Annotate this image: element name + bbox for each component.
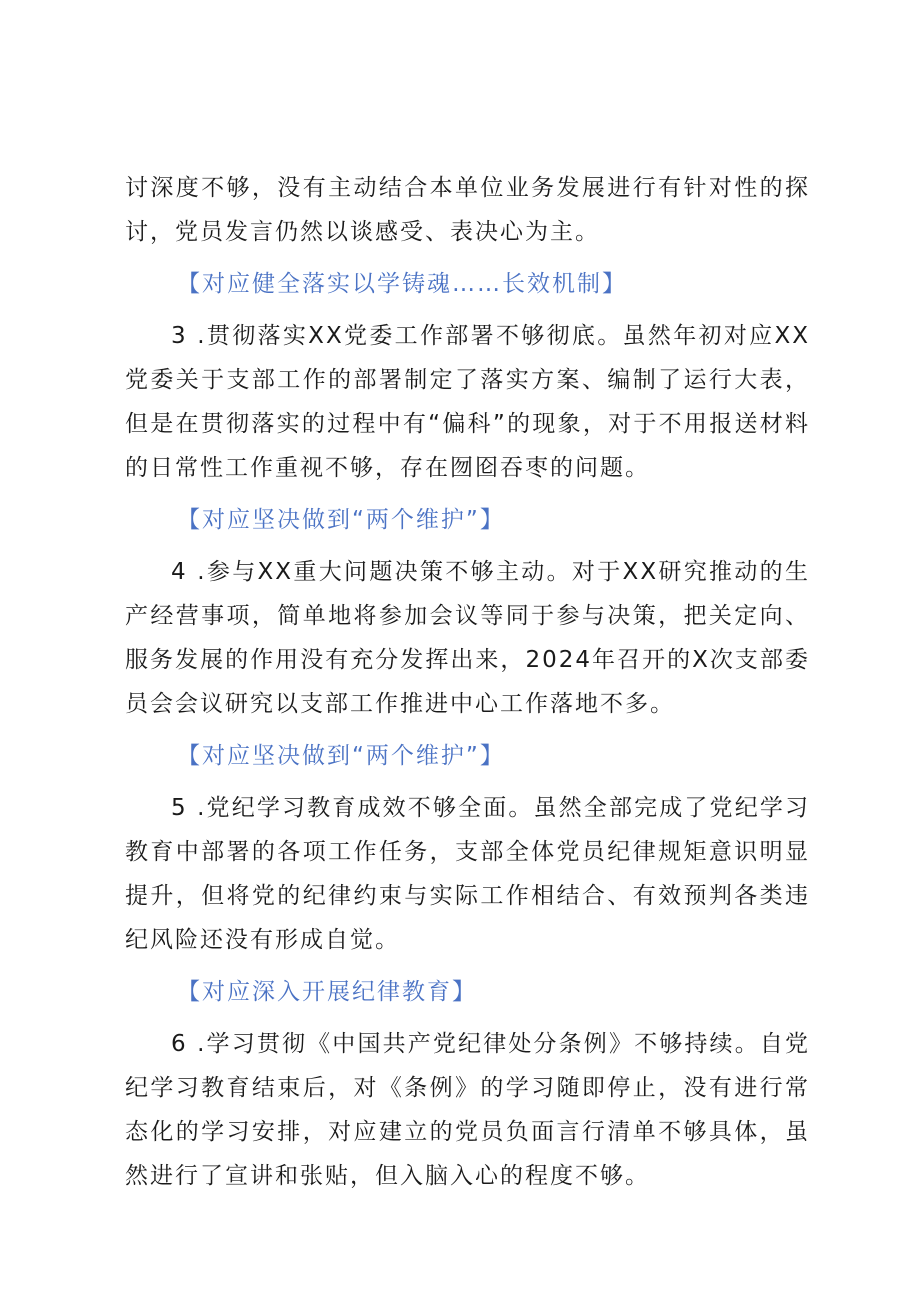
paragraph-item-3: 3 .贯彻落实XX党委工作部署不够彻底。虽然年初对应XX党委关于支部工作的部署制定了落实方案、编制了运行大表，但是在贯彻落实的过程中有“偏科”的现象，对于不用报送材料的日常性工作重视不够，存在囫囵吞枣的问题。 bbox=[125, 323, 810, 481]
correspondence-tag-2: 【对应坚决做到“两个维护”】 bbox=[177, 507, 505, 533]
correspondence-tag-3: 【对应坚决做到“两个维护”】 bbox=[177, 743, 505, 769]
paragraph-continuation: 讨深度不够，没有主动结合本单位业务发展进行有针对性的探讨，党员发言仍然以谈感受、表决心为主。 bbox=[125, 175, 810, 245]
correspondence-tag-1: 【对应健全落实以学铸魂……长效机制】 bbox=[177, 271, 627, 297]
paragraph-item-6: 6 .学习贯彻《中国共产党纪律处分条例》不够持续。自党纪学习教育结束后，对《条例》的学习随即停止，没有进行常态化的学习安排，对应建立的党员负面言行清单不够具体，虽然进行了宣讲和张贴，但入脑入心的程度不够。 bbox=[125, 1031, 810, 1189]
paragraph-item-4: 4 .参与XX重大问题决策不够主动。对于XX研究推动的生产经营事项，简单地将参加会议等同于参与决策，把关定向、服务发展的作用没有充分发挥出来，2024年召开的X次支部委员会会议研究以支部工作推进中心工作落地不多。 bbox=[125, 559, 810, 717]
document-body bbox=[125, 166, 810, 1198]
correspondence-tag-4: 【对应深入开展纪律教育】 bbox=[177, 979, 477, 1005]
paragraph-item-5: 5 .党纪学习教育成效不够全面。虽然全部完成了党纪学习教育中部署的各项工作任务，支部全体党员纪律规矩意识明显提升，但将党的纪律约束与实际工作相结合、有效预判各类违纪风险还没有形成自觉。 bbox=[125, 795, 810, 953]
